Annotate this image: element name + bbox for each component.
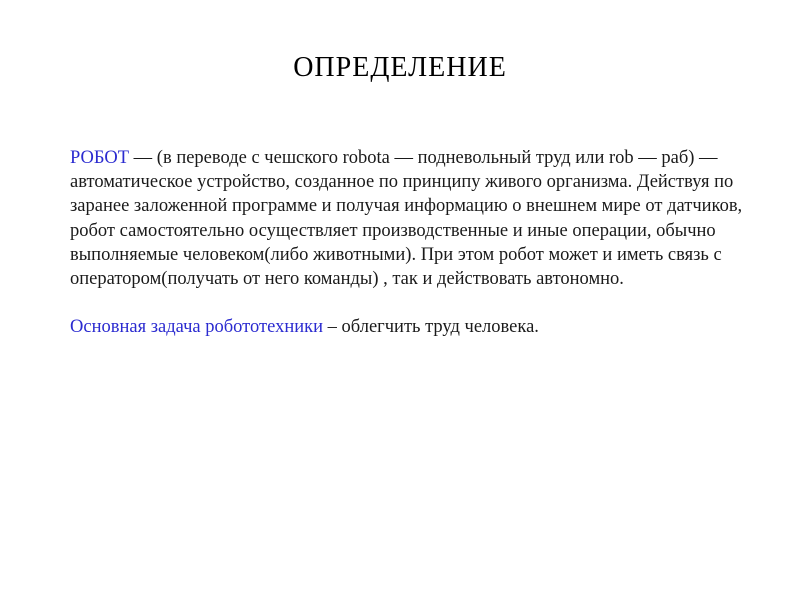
definition-term: РОБОТ — [70, 148, 130, 168]
task-paragraph — [70, 315, 770, 339]
task-text: – облегчить труд человека. — [323, 317, 539, 338]
definition-text: — (в переводе с чешского robota — подневольный труд или rob — раб) — автоматическое устройство, созданное по принципу живого организма. Действуя по заранее заложенной программе и получая информацию о внешнем мире от датчиков, робот самостоятельно осуществляет производственные и иные операции, обычно выполняемые человеком(либо животными). При этом робот может и иметь связь с оператором(получать от него команды) , так и действовать автономно. — [70, 148, 743, 290]
slide-body — [70, 146, 770, 339]
slide-title: ОПРЕДЕЛЕНИЕ — [293, 52, 507, 83]
definition-paragraph — [70, 146, 770, 291]
task-term: Основная задача робототехники — [70, 317, 324, 338]
